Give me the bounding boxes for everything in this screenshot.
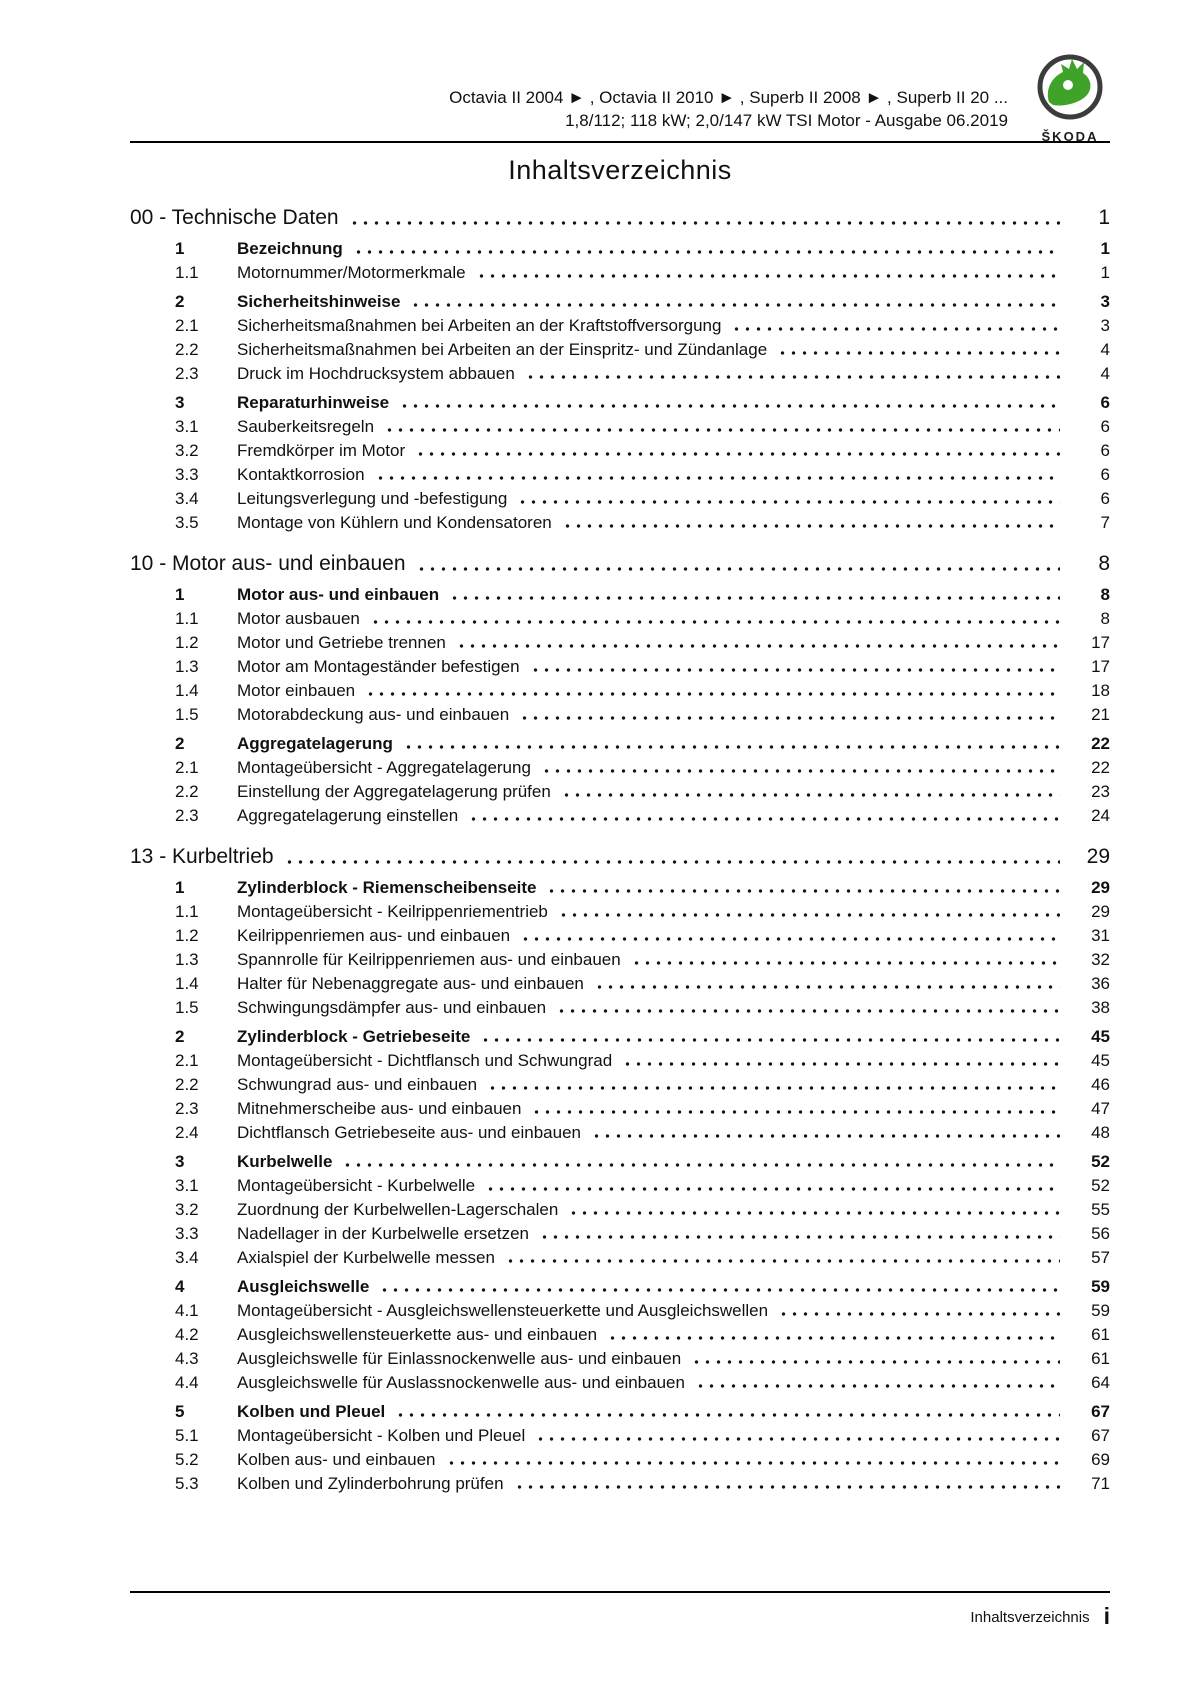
entry-page-number: 69 (1091, 1450, 1110, 1469)
toc-entry-row[interactable] (130, 902, 1110, 921)
entry-page-number: 36 (1091, 974, 1110, 993)
dot-leader (487, 1085, 1060, 1091)
entry-number: 1.4 (175, 681, 199, 700)
toc-entry-row[interactable] (130, 1301, 1110, 1320)
entry-title: Montageübersicht - Dichtflansch und Schwungrad (237, 1051, 613, 1070)
toc-entry-row[interactable] (130, 1426, 1110, 1445)
entry-title: Axialspiel der Kurbelwelle messen (237, 1248, 495, 1267)
entry-number: 2.2 (175, 1075, 199, 1094)
entry-number: 2.2 (175, 340, 199, 359)
dot-leader (568, 1210, 1060, 1216)
entry-page-number: 52 (1091, 1176, 1110, 1195)
chapter-label: 00 - Technische Daten (130, 206, 339, 229)
entry-number: 2.4 (175, 1123, 199, 1142)
toc-entry-row[interactable] (130, 1373, 1110, 1392)
toc-entry-row[interactable] (130, 1402, 1110, 1421)
entry-page-number: 67 (1091, 1402, 1110, 1421)
entry-page-number: 38 (1091, 998, 1110, 1017)
entry-title: Schwingungsdämpfer aus- und einbauen (237, 998, 547, 1017)
toc-entry-row[interactable] (130, 513, 1110, 532)
entry-title: Aggregatelagerung (237, 734, 393, 753)
entry-number: 2 (175, 734, 185, 753)
toc-entry-row[interactable] (130, 263, 1110, 282)
entry-title: Spannrolle für Keilrippenriemen aus- und einbauen (237, 950, 621, 969)
entry-title: Montage von Kühlern und Kondensatoren (237, 513, 552, 532)
entry-number: 2 (175, 1027, 185, 1046)
entry-number: 3.2 (175, 1200, 199, 1219)
entry-number: 1.4 (175, 974, 199, 993)
dot-leader (558, 912, 1060, 918)
toc-entry-row[interactable] (130, 489, 1110, 508)
entry-title: Kolben und Zylinderbohrung prüfen (237, 1474, 504, 1493)
page-footer (130, 1591, 1110, 1630)
entry-title: Montageübersicht - Aggregatelagerung (237, 758, 531, 777)
entry-title: Sauberkeitsregeln (237, 417, 375, 436)
footer-page-number: i (1103, 1603, 1110, 1629)
dot-leader (607, 1335, 1060, 1341)
toc-entry-row[interactable] (130, 364, 1110, 383)
entry-page-number: 29 (1091, 878, 1110, 897)
entry-number: 5 (175, 1402, 185, 1421)
entry-page-number: 17 (1091, 657, 1110, 676)
entry-title: Kolben und Pleuel (237, 1402, 386, 1421)
entry-number: 4.3 (175, 1349, 199, 1368)
entry-page-number: 56 (1091, 1224, 1110, 1243)
dot-leader (556, 1008, 1060, 1014)
dot-leader (520, 936, 1060, 942)
entry-number: 1 (175, 878, 185, 897)
page-header (130, 0, 1110, 143)
entry-number: 1 (175, 585, 185, 604)
dot-leader (517, 499, 1060, 505)
toc-entry-row[interactable] (130, 1027, 1110, 1046)
toc-entry-row[interactable] (130, 974, 1110, 993)
entry-number: 3.4 (175, 489, 199, 508)
entry-page-number: 32 (1091, 950, 1110, 969)
entry-title: Leitungsverlegung und -befestigung (237, 489, 508, 508)
entry-page-number: 17 (1091, 633, 1110, 652)
dot-leader (365, 691, 1060, 697)
toc-entry-row[interactable] (130, 1474, 1110, 1493)
dot-leader (468, 816, 1060, 822)
entry-page-number: 45 (1091, 1027, 1110, 1046)
entry-page-number: 8 (1100, 585, 1110, 604)
entry-title: Montageübersicht - Kolben und Pleuel (237, 1426, 526, 1445)
footer-label: Inhaltsverzeichnis (970, 1609, 1090, 1626)
entry-page-number: 61 (1091, 1349, 1110, 1368)
page-title: Inhaltsverzeichnis (508, 155, 732, 185)
toc-entry-row[interactable] (130, 1200, 1110, 1219)
toc-entry-row[interactable] (130, 1152, 1110, 1171)
dot-leader (456, 643, 1060, 649)
entry-page-number: 31 (1091, 926, 1110, 945)
entry-number: 1.3 (175, 657, 199, 676)
entry-page-number: 52 (1091, 1152, 1110, 1171)
entry-title: Keilrippenriemen aus- und einbauen (237, 926, 511, 945)
toc-entry-row[interactable] (130, 1450, 1110, 1469)
dot-leader (410, 302, 1060, 308)
entry-title: Ausgleichswellensteuerkette aus- und einbauen (237, 1325, 598, 1344)
chapter-label: 13 - Kurbeltrieb (130, 845, 274, 868)
dot-leader (535, 1436, 1060, 1442)
dot-leader (446, 1460, 1061, 1466)
dot-leader (525, 374, 1060, 380)
entry-title: Motor aus- und einbauen (237, 585, 440, 604)
skoda-logo (1030, 52, 1110, 144)
dot-leader (541, 768, 1060, 774)
toc-chapter-row[interactable] (130, 845, 1110, 868)
entry-page-number: 24 (1091, 806, 1110, 825)
entry-page-number: 6 (1100, 465, 1110, 484)
entry-page-number: 71 (1091, 1474, 1110, 1493)
entry-title: Motorabdeckung aus- und einbauen (237, 705, 510, 724)
entry-number: 5.3 (175, 1474, 199, 1493)
dot-leader (505, 1258, 1060, 1264)
entry-page-number: 3 (1100, 316, 1110, 335)
dot-leader (480, 1037, 1060, 1043)
entry-page-number: 64 (1091, 1373, 1110, 1392)
entry-number: 5.2 (175, 1450, 199, 1469)
entry-page-number: 1 (1100, 239, 1110, 258)
entry-title: Nadellager in der Kurbelwelle ersetzen (237, 1224, 529, 1243)
footer-divider (130, 1591, 1110, 1593)
entry-number: 5.1 (175, 1426, 199, 1445)
toc-entry-row[interactable] (130, 705, 1110, 724)
entry-title: Kontaktkorrosion (237, 465, 365, 484)
toc-entry-row[interactable] (130, 758, 1110, 777)
toc-entry-row[interactable] (130, 1325, 1110, 1344)
dot-leader (379, 1287, 1060, 1293)
toc-entry-row[interactable] (130, 1248, 1110, 1267)
entry-number: 3 (175, 393, 185, 412)
vehicle-models-line: Octavia II 2004 ► , Octavia II 2010 ► , Superb II 2008 ► , Superb II 20 ... (449, 88, 1008, 107)
entry-title: Kolben aus- und einbauen (237, 1450, 436, 1469)
toc-entry-row[interactable] (130, 926, 1110, 945)
entry-page-number: 23 (1091, 782, 1110, 801)
dot-leader (539, 1234, 1060, 1240)
dot-leader (562, 523, 1060, 529)
toc-entry-row[interactable] (130, 878, 1110, 897)
dot-leader (778, 1311, 1060, 1317)
dot-leader (342, 1162, 1060, 1168)
toc-chapter-row[interactable] (130, 552, 1110, 575)
toc-entry-row[interactable] (130, 734, 1110, 753)
entry-page-number: 46 (1091, 1075, 1110, 1094)
entry-number: 3.5 (175, 513, 199, 532)
entry-number: 1.5 (175, 998, 199, 1017)
entry-number: 2.1 (175, 758, 199, 777)
entry-title: Zylinderblock - Getriebeseite (237, 1027, 471, 1046)
toc-entry-row[interactable] (130, 950, 1110, 969)
dot-leader (353, 249, 1060, 255)
skoda-wordmark: ŠKODA (1041, 129, 1099, 144)
entry-title: Schwungrad aus- und einbauen (237, 1075, 478, 1094)
dot-leader (384, 427, 1060, 433)
toc-entry-row[interactable] (130, 239, 1110, 258)
entry-page-number: 22 (1091, 734, 1110, 753)
dot-leader (695, 1383, 1060, 1389)
entry-title: Sicherheitshinweise (237, 292, 401, 311)
dot-leader (731, 326, 1060, 332)
entry-number: 2.1 (175, 316, 199, 335)
dot-leader (530, 667, 1060, 673)
dot-leader (519, 715, 1060, 721)
entry-title: Kurbelwelle (237, 1152, 333, 1171)
entry-number: 4.2 (175, 1325, 199, 1344)
entry-number: 3.3 (175, 465, 199, 484)
entry-page-number: 45 (1091, 1051, 1110, 1070)
entry-title: Bezeichnung (237, 239, 343, 258)
entry-title: Montageübersicht - Keilrippenriementrieb (237, 902, 548, 921)
toc-entry-row[interactable] (130, 1176, 1110, 1195)
entry-page-number: 6 (1100, 489, 1110, 508)
entry-title: Sicherheitsmaßnahmen bei Arbeiten an der Kraftstoffversorgung (237, 316, 722, 335)
entry-number: 1.2 (175, 926, 199, 945)
entry-number: 2 (175, 292, 185, 311)
entry-page-number: 59 (1091, 1301, 1110, 1320)
entry-page-number: 3 (1100, 292, 1110, 311)
dot-leader (416, 566, 1060, 572)
entry-page-number: 6 (1100, 441, 1110, 460)
toc-entry-row[interactable] (130, 657, 1110, 676)
entry-number: 1.1 (175, 263, 199, 282)
dot-leader (395, 1412, 1060, 1418)
toc-entry-row[interactable] (130, 393, 1110, 412)
entry-title: Einstellung der Aggregatelagerung prüfen (237, 782, 551, 801)
toc (130, 206, 1110, 1493)
dot-leader (777, 350, 1060, 356)
entry-title: Mitnehmerscheibe aus- und einbauen (237, 1099, 522, 1118)
toc-entry-row[interactable] (130, 609, 1110, 628)
entry-page-number: 6 (1100, 417, 1110, 436)
entry-page-number: 4 (1100, 340, 1110, 359)
dot-leader (531, 1109, 1060, 1115)
toc-entry-row[interactable] (130, 465, 1110, 484)
entry-title: Ausgleichswelle für Einlassnockenwelle aus- und einbauen (237, 1349, 682, 1368)
entry-number: 4 (175, 1277, 185, 1296)
entry-number: 1.5 (175, 705, 199, 724)
toc-chapter-row[interactable] (130, 206, 1110, 229)
entry-page-number: 6 (1100, 393, 1110, 412)
entry-number: 2.2 (175, 782, 199, 801)
entry-number: 4.1 (175, 1301, 199, 1320)
dot-leader (370, 619, 1060, 625)
entry-number: 1.1 (175, 609, 199, 628)
toc-entry-row[interactable] (130, 1277, 1110, 1296)
dot-leader (485, 1186, 1060, 1192)
toc-entry-row[interactable] (130, 1099, 1110, 1118)
engine-variant-line: 1,8/112; 118 kW; 2,0/147 kW TSI Motor - Ausgabe 06.2019 (565, 111, 1008, 130)
toc-entry-row[interactable] (130, 998, 1110, 1017)
chapter-page-number: 8 (1098, 552, 1110, 575)
chapter-page-number: 1 (1098, 206, 1110, 229)
dot-leader (631, 960, 1060, 966)
entry-page-number: 59 (1091, 1277, 1110, 1296)
dot-leader (415, 451, 1060, 457)
entry-title: Motor einbauen (237, 681, 356, 700)
entry-page-number: 22 (1091, 758, 1110, 777)
entry-number: 2.3 (175, 1099, 199, 1118)
dot-leader (594, 984, 1060, 990)
entry-number: 1.3 (175, 950, 199, 969)
entry-title: Halter für Nebenaggregate aus- und einbauen (237, 974, 584, 993)
entry-number: 4.4 (175, 1373, 199, 1392)
entry-number: 1.1 (175, 902, 199, 921)
toc-entry-row[interactable] (130, 441, 1110, 460)
toc-entry-row[interactable] (130, 1224, 1110, 1243)
entry-title: Druck im Hochdrucksystem abbauen (237, 364, 515, 383)
entry-title: Reparaturhinweise (237, 393, 390, 412)
toc-entry-row[interactable] (130, 316, 1110, 335)
toc-entry-row[interactable] (130, 782, 1110, 801)
entry-title: Aggregatelagerung einstellen (237, 806, 459, 825)
entry-page-number: 18 (1091, 681, 1110, 700)
toc-entry-row[interactable] (130, 340, 1110, 359)
toc-entry-row[interactable] (130, 806, 1110, 825)
entry-number: 3.1 (175, 417, 199, 436)
entry-number: 1.2 (175, 633, 199, 652)
toc-entry-row[interactable] (130, 417, 1110, 436)
dot-leader (691, 1359, 1060, 1365)
chapter-page-number: 29 (1086, 845, 1110, 868)
toc-entry-row[interactable] (130, 585, 1110, 604)
entry-title: Motor am Montageständer befestigen (237, 657, 520, 676)
entry-number: 3.4 (175, 1248, 199, 1267)
dot-leader (561, 792, 1060, 798)
entry-title: Ausgleichswelle für Auslassnockenwelle aus- und einbauen (237, 1373, 685, 1392)
entry-title: Fremdkörper im Motor (237, 441, 406, 460)
dot-leader (622, 1061, 1060, 1067)
toc-entry-row[interactable] (130, 292, 1110, 311)
entry-number: 3.1 (175, 1176, 199, 1195)
toc-entry-row[interactable] (130, 1123, 1110, 1142)
dot-leader (399, 403, 1060, 409)
dot-leader (591, 1133, 1060, 1139)
dot-leader (349, 220, 1060, 226)
toc-entry-row[interactable] (130, 1349, 1110, 1368)
dot-leader (476, 273, 1060, 279)
entry-number: 1 (175, 239, 185, 258)
entry-page-number: 7 (1100, 513, 1110, 532)
entry-page-number: 4 (1100, 364, 1110, 383)
entry-page-number: 21 (1091, 705, 1110, 724)
entry-page-number: 8 (1100, 609, 1110, 628)
dot-leader (375, 475, 1060, 481)
entry-page-number: 55 (1091, 1200, 1110, 1219)
toc-entry-row[interactable] (130, 1051, 1110, 1070)
entry-page-number: 1 (1100, 263, 1110, 282)
entry-title: Motor ausbauen (237, 609, 360, 628)
entry-title: Motornummer/Motormerkmale (237, 263, 466, 282)
entry-title: Zylinderblock - Riemenscheibenseite (237, 878, 537, 897)
entry-number: 2.3 (175, 364, 199, 383)
chapter-label: 10 - Motor aus- und einbauen (130, 552, 406, 575)
dot-leader (546, 888, 1060, 894)
entry-page-number: 61 (1091, 1325, 1110, 1344)
entry-page-number: 47 (1091, 1099, 1110, 1118)
toc-entry-row[interactable] (130, 1075, 1110, 1094)
toc-entry-row[interactable] (130, 633, 1110, 652)
entry-title: Dichtflansch Getriebeseite aus- und einbauen (237, 1123, 581, 1142)
entry-page-number: 29 (1091, 902, 1110, 921)
entry-page-number: 67 (1091, 1426, 1110, 1445)
entry-page-number: 57 (1091, 1248, 1110, 1267)
dot-leader (449, 595, 1060, 601)
dot-leader (514, 1484, 1060, 1490)
entry-title: Sicherheitsmaßnahmen bei Arbeiten an der Einspritz- und Zündanlage (237, 340, 768, 359)
entry-title: Ausgleichswelle (237, 1277, 370, 1296)
entry-number: 2.3 (175, 806, 199, 825)
skoda-logo-icon (1032, 52, 1108, 126)
entry-number: 3 (175, 1152, 185, 1171)
entry-title: Zuordnung der Kurbelwellen-Lagerschalen (237, 1200, 559, 1219)
entry-title: Montageübersicht - Kurbelwelle (237, 1176, 476, 1195)
entry-number: 3.2 (175, 441, 199, 460)
entry-number: 3.3 (175, 1224, 199, 1243)
dot-leader (403, 744, 1060, 750)
entry-title: Montageübersicht - Ausgleichswellensteuerkette und Ausgleichswellen (237, 1301, 769, 1320)
toc-entry-row[interactable] (130, 681, 1110, 700)
entry-number: 2.1 (175, 1051, 199, 1070)
header-divider (130, 141, 1110, 143)
entry-page-number: 48 (1091, 1123, 1110, 1142)
dot-leader (284, 859, 1060, 865)
entry-title: Motor und Getriebe trennen (237, 633, 446, 652)
